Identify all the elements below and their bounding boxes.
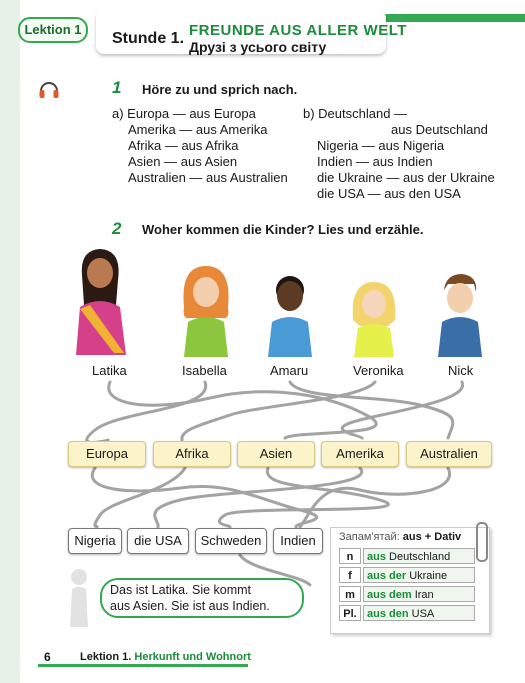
speech-bubble	[100, 578, 304, 618]
note-noun: Deutschland	[389, 551, 451, 563]
note-value	[363, 567, 475, 583]
child-name-amaru: Amaru	[270, 363, 309, 378]
continent-box-europa: Europa	[68, 441, 146, 467]
footer-lektion: Lektion 1.	[80, 651, 132, 663]
country-box-indien: Indien	[273, 528, 323, 554]
list-item: Indien — aus Indien	[317, 154, 433, 169]
task1-number: 1	[112, 78, 122, 97]
speech-line: aus Asien. Sie ist aus Indien.	[110, 599, 270, 613]
footer-text	[80, 651, 251, 663]
continent-box-asien: Asien	[237, 441, 315, 467]
note-row-m	[339, 586, 475, 602]
footer-line	[38, 664, 248, 667]
list-item: Nigeria — aus Nigeria	[317, 138, 445, 153]
list-item: die Ukraine — aus der Ukraine	[317, 170, 495, 185]
task1-instruction: Höre zu und sprich nach.	[142, 82, 298, 97]
stunde-label: Stunde 1.	[112, 30, 185, 47]
note-row-n	[339, 548, 475, 564]
list-item: Australien — aus Australien	[128, 170, 288, 185]
speech-line: Das ist Latika. Sie kommt	[110, 583, 252, 597]
continent-box-afrika: Afrika	[153, 441, 231, 467]
task2-instruction: Woher kommen die Kinder? Lies und erzähle.	[142, 222, 424, 237]
note-title-rule: aus + Dativ	[402, 531, 462, 543]
note-value	[363, 605, 475, 621]
girl-silhouette-icon	[62, 567, 96, 633]
country-box-usa: die USA	[127, 528, 189, 554]
note-value	[363, 586, 475, 602]
country-box-schweden: Schweden	[195, 528, 267, 554]
child-name-veronika: Veronika	[353, 363, 404, 378]
lektion-tab: Lektion 1	[18, 17, 88, 43]
note-article: aus dem	[367, 589, 412, 601]
child-name-latika: Latika	[92, 363, 127, 378]
note-article: aus	[367, 551, 386, 563]
child-name-isabella: Isabella	[182, 363, 227, 378]
footer-topic: Herkunft und Wohnort	[134, 651, 251, 663]
country-box-nigeria: Nigeria	[68, 528, 122, 554]
list-item: a) Europa — aus Europa	[112, 106, 256, 121]
title-ukrainian: Друзі з усього світу	[189, 39, 327, 55]
note-title-prefix: Запам'ятай:	[339, 531, 400, 543]
list-item: Asien — aus Asien	[128, 154, 238, 169]
task2-number: 2	[112, 219, 122, 238]
page-number: 6	[44, 650, 51, 664]
paperclip-icon	[476, 522, 488, 562]
continent-box-australien: Australien	[406, 441, 492, 467]
list-item: aus Deutschland	[391, 122, 488, 137]
note-row-f	[339, 567, 475, 583]
list-item: die USA — aus den USA	[317, 186, 461, 201]
note-row-pl	[339, 605, 475, 621]
list-item: Amerika — aus Amerika	[128, 122, 268, 137]
grammar-note	[330, 527, 490, 634]
list-item: Afrika — aus Afrika	[128, 138, 239, 153]
note-article: aus den	[367, 608, 409, 620]
note-title	[339, 531, 461, 543]
note-key: Pl.	[339, 605, 361, 621]
continent-box-amerika: Amerika	[321, 441, 399, 467]
note-article: aus der	[367, 570, 407, 582]
note-noun: USA	[411, 608, 435, 620]
child-name-nick: Nick	[448, 363, 474, 378]
note-noun: Ukraine	[409, 570, 448, 582]
note-key: f	[339, 567, 361, 583]
title-german: FREUNDE AUS ALLER WELT	[189, 22, 407, 39]
note-noun: Iran	[414, 589, 434, 601]
note-value	[363, 548, 475, 564]
note-key: m	[339, 586, 361, 602]
list-item: b) Deutschland —	[303, 106, 408, 121]
note-key: n	[339, 548, 361, 564]
